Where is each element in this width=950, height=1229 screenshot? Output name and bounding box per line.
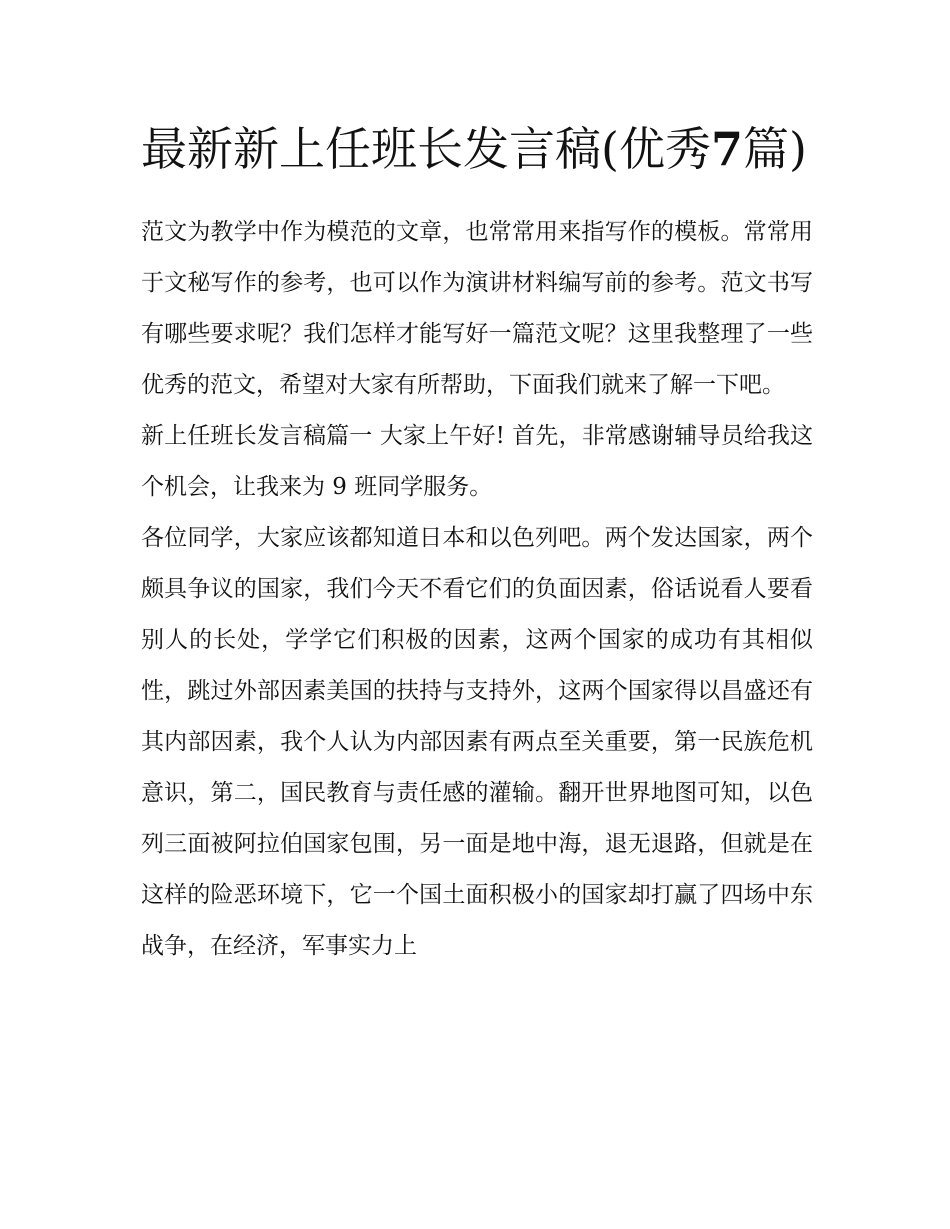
document-body xyxy=(141,207,813,972)
title-main-text: 最新新上任班长发言稿(优秀 xyxy=(141,122,711,176)
speech-body-paragraph: 各位同学，大家应该都知道日本和以色列吧。两个发达国家，两个颇具争议的国家，我们今天不看它们的负面因素，俗话说看人要看别人的长处，学学它们积极的因素，这两个国家的成功有其相似性，跳过外部因素美国的扶持与支持外，这两个国家得以昌盛还有其内部因素，我个人认为内部因素有两点至关重要，第一民族危机意识，第二，国民教育与责任感的灌输。翻开世界地图可知，以色列三面被阿拉伯国家包围，另一面是地中海，退无退路，但就是在这样的险恶环境下，它一个国土面积极小的国家却打赢了四场中东战争，在经济，军事实力上 xyxy=(141,525,813,959)
title-count-number: 7 xyxy=(710,122,743,176)
page-title xyxy=(141,112,813,187)
document-content xyxy=(141,112,813,972)
speech-opening-paragraph: 新上任班长发言稿篇一 大家上午好! 首先，非常感谢辅导员给我这个机会，让我来为 9 班同学服务。 xyxy=(141,423,813,500)
intro-paragraph: 范文为教学中作为模范的文章，也常常用来指写作的模板。常常用于文秘写作的参考，也可以作为演讲材料编写前的参考。范文书写有哪些要求呢？我们怎样才能写好一篇范文呢？这里我整理了一些优秀的范文，希望对大家有所帮助，下面我们就来了解一下吧。 xyxy=(141,219,813,398)
title-tail-text: 篇) xyxy=(742,122,807,176)
